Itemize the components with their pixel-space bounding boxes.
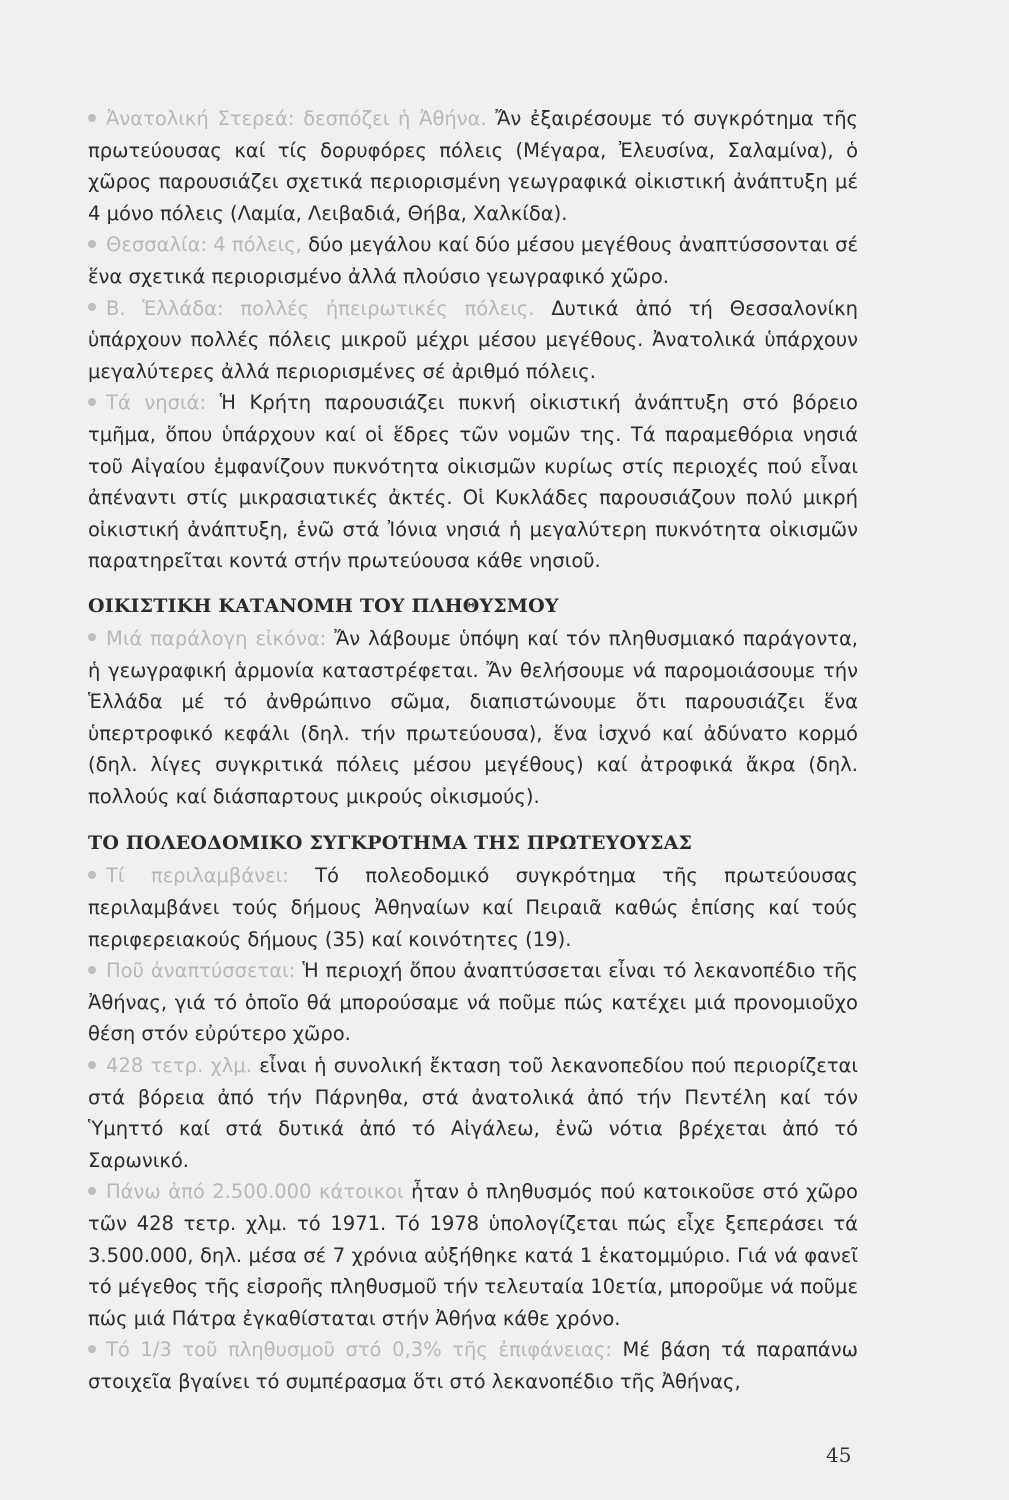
paragraph-lead: Θεσσαλία: 4 πόλεις,	[106, 233, 302, 257]
paragraph-lead: 428 τετρ. χλμ.	[106, 1054, 252, 1078]
paragraph-lead: Τά νησιά:	[106, 391, 207, 415]
paragraph-text: Τό πολεοδομικό συγκρότημα τῆς πρωτεύουσας περιλαμβάνει τούς δήμους Ἀθηναίων καί Πειραιᾶ καθώς ἐπίσης καί τούς περιφερειακούς δήμους (35) καί κοινότητες (19).	[88, 864, 858, 951]
page-number: 45	[826, 1443, 852, 1467]
bullet-icon	[88, 1187, 96, 1195]
paragraph-thessalia	[88, 229, 858, 292]
paragraph-text: ἦταν ὁ πληθυσμός πού κατοικοῦσε στό χῶρο τῶν 428 τετρ. χλμ. τό 1971. Τό 1978 ὑπολογίζεται πώς εἶχε ξεπεράσει τά 3.500.000, δηλ. μέσα σέ 7 χρόνια αὐξήθηκε κατά 1 ἑκατομμύριο. Γιά νά φανεῖ τό μέγεθος τῆς εἰσροῆς πληθυσμοῦ τήν τελευταία 10ετία, μποροῦμε νά ποῦμε πώς μιά Πάτρα ἐγκαθίσταται στήν Ἀθήνα κάθε χρόνο.	[88, 1180, 858, 1330]
paragraph-text: Ἄν λάβουμε ὑπόψη καί τόν πληθυσμιακό παράγοντα, ἡ γεωγραφική ἁρμονία καταστρέφεται. Ἄν θελήσουμε νά παρομοιάσουμε τήν Ἑλλάδα μέ τό ἀνθρώπινο σῶμα, διαπιστώνουμε ὅτι παρουσιάζει ἕνα ὑπερτροφικό κεφάλι (δηλ. τήν πρωτεύουσα), ἕνα ἰσχνό καί ἀδύνατο κορμό (δηλ. λίγες συγκριτικά πόλεις μέσου μεγέθους) καί ἀτροφικά ἄκρα (δηλ. πολλούς καί διάσπαρτους μικρούς οἰκισμούς).	[88, 626, 859, 808]
paragraph-text: Ἡ περιοχή ὅπου ἀναπτύσσεται εἶναι τό λεκανοπέδιο τῆς Ἀθήνας, γιά τό ὁποῖο θά μπορούσαμε νά ποῦμε πώς κατέχει μιά προνομιοῦχο θέση στόν εὐρύτερο χῶρο.	[88, 959, 858, 1046]
paragraph-text: Μέ βάση τά παραπάνω στοιχεῖα βγαίνει τό συμπέρασμα ὅτι στό λεκανοπέδιο τῆς Ἀθήνας,	[88, 1338, 859, 1393]
page-body	[88, 103, 858, 1398]
paragraph-text: δύο μεγάλου καί δύο μέσου μεγέθους ἀναπτύσσονται σέ ἕνα σχετικά περιορισμένο ἀλλά πλούσιο γεωγραφικό χῶρο.	[88, 233, 858, 288]
bullet-icon	[88, 871, 96, 879]
bullet-icon	[88, 240, 96, 248]
paragraph-lead: Β. Ἑλλάδα: πολλές ἠπειρωτικές πόλεις.	[106, 296, 535, 320]
bullet-icon	[88, 114, 96, 122]
section-heading-capital: ΤΟ ΠΟΛΕΟΔΟΜΙΚΟ ΣΥΓΚΡΟΤΗΜΑ ΤΗΣ ΠΡΩΤΕΥΟΥΣΑΣ	[88, 832, 693, 855]
bullet-icon	[88, 303, 96, 311]
paragraph-text: Ἄν ἐξαιρέσουμε τό συγκρότημα τῆς πρωτεύουσας καί τίς δορυφόρες πόλεις (Μέγαρα, Ἐλευσίνα, Σαλαμίνα), ὁ χῶρος παρουσιάζει σχετικά περιορισμένη γεωγραφικά οἰκιστική ἀνάπτυξη μέ 4 μόνο πόλεις (Λαμία, Λειβαδιά, Θήβα, Χαλκίδα).	[88, 107, 858, 225]
paragraph-lead: Ἀνατολική Στερεά: δεσπόζει ἡ Ἀθήνα.	[106, 107, 487, 130]
paragraph-text: Ἡ Κρήτη παρουσιάζει πυκνή οἰκιστική ἀνάπτυξη στό βόρειο τμῆμα, ὅπου ὑπάρχουν καί οἱ ἕδρες τῶν νομῶν της. Τά παραμεθόρια νησιά τοῦ Αἰγαίου ἐμφανίζουν πυκνότητα οἰκισμῶν κυρίως στίς περιοχές πού εἶναι ἀπέναντι στίς μικρασιατικές ἀκτές. Οἱ Κυκλάδες παρουσιάζουν πολύ μικρή οἰκιστική ἀνάπτυξη, ἐνῶ στά Ἰόνια νησιά ἡ μεγαλύτερη πυκνότητα οἰκισμῶν παρατηρεῖται κοντά στήν πρωτεύουσα κάθε νησιοῦ.	[88, 391, 858, 573]
paragraph-lead: Τό 1/3 τοῦ πληθυσμοῦ στό 0,3% τῆς ἐπιφάνειας:	[106, 1338, 612, 1362]
bullet-icon	[88, 398, 96, 406]
bullet-icon	[88, 633, 96, 641]
bullet-icon	[88, 966, 96, 974]
bullet-icon	[88, 1061, 96, 1069]
paragraph-nisia	[88, 387, 858, 577]
paragraph-text: Δυτικά ἀπό τή Θεσσαλονίκη ὑπάρχουν πολλές πόλεις μικροῦ μέχρι μέσου μεγέθους. Ἀνατολικά ὑπάρχουν μεγαλύτερες ἀλλά περιορισμένες σέ ἀριθμό πόλεις.	[88, 296, 858, 383]
paragraph-lead: Ποῦ ἀναπτύσσεται:	[106, 959, 296, 983]
paragraph-ti-perilamvanei	[88, 860, 858, 955]
section-heading-population: ΟΙΚΙΣΤΙΚΗ ΚΑΤΑΝΟΜΗ ΤΟΥ ΠΛΗΘΥΣΜΟΥ	[88, 594, 559, 617]
bullet-icon	[88, 1345, 96, 1353]
paragraph-lead: Τί περιλαμβάνει:	[106, 864, 289, 888]
paragraph-text: εἶναι ἡ συνολική ἔκταση τοῦ λεκανοπεδίου πού περιορίζεται στά βόρεια ἀπό τήν Πάρνηθα, στά ἀνατολικά ἀπό τήν Πεντέλη καί τόν Ὑμηττό καί στά δυτικά ἀπό τό Αἰγάλεω, ἐνῶ νότια βρέχεται ἀπό τό Σαρωνικό.	[88, 1054, 859, 1172]
paragraph-ektasi	[88, 1050, 858, 1176]
paragraph-anatoliki-sterea	[88, 103, 858, 229]
paragraph-pou-anaptyssetai	[88, 955, 858, 1050]
paragraph-voreia-ellada	[88, 293, 858, 388]
paragraph-lead: Πάνω ἀπό 2.500.000 κάτοικοι	[106, 1180, 404, 1204]
paragraph-lead: Μιά παράλογη εἰκόνα:	[106, 626, 327, 650]
paragraph-plithysmos	[88, 1176, 858, 1334]
paragraph-to-1-3	[88, 1334, 858, 1397]
paragraph-paralogi-eikona	[88, 623, 858, 813]
